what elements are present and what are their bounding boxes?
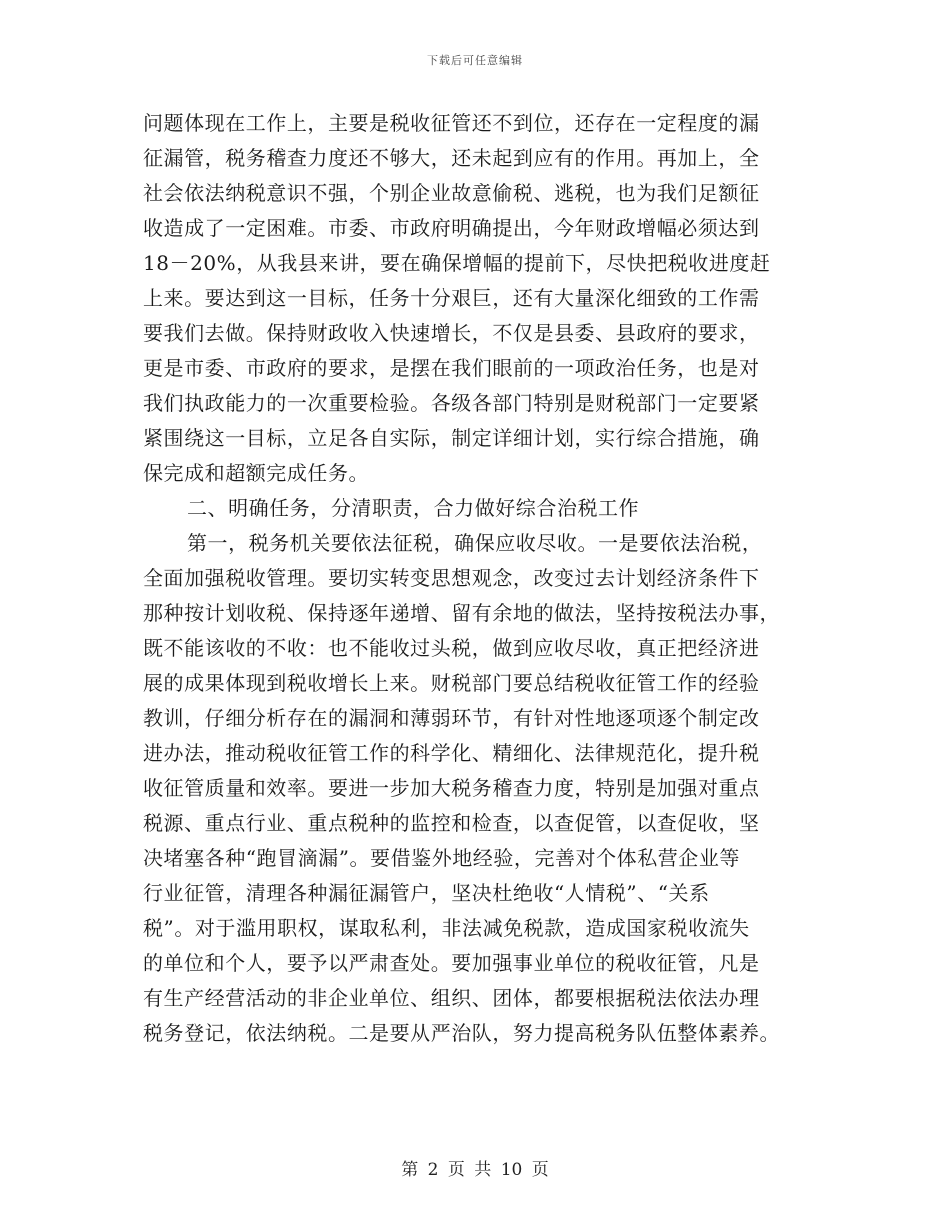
text-line: 问题体现在工作上，主要是税收征管还不到位，还存在一定程度的漏 <box>143 111 760 135</box>
text-line: 教训，仔细分析存在的漏洞和薄弱环节，有针对性地逐项逐个制定改 <box>143 706 760 730</box>
text-line: 税务登记，依法纳税。二是要从严治队，努力提高税务队伍整体素养。 <box>143 1021 781 1045</box>
text-line: 行业征管，清理各种漏征漏管户，坚决杜绝收“人情税”、“关系 <box>143 881 710 905</box>
text-line: 保完成和超额完成任务。 <box>143 461 370 485</box>
text-line: 上来。要达到这一目标，任务十分艰巨，还有大量深化细致的工作需 <box>143 286 760 310</box>
text-line: 税源、重点行业、重点税种的监控和检查，以查促管，以查促收，坚 <box>143 811 760 835</box>
text-line: 我们执政能力的一次重要检验。各级各部门特别是财税部门一定要紧 <box>143 391 760 415</box>
text-line: 第一，税务机关要依法征税，确保应收尽收。一是要依法治税， <box>187 531 763 555</box>
text-line: 既不能该收的不收：也不能收过头税，做到应收尽收，真正把经济进 <box>143 636 760 660</box>
text-line: 那种按计划收税、保持逐年递增、留有余地的做法，坚持按税法办事， <box>143 601 781 625</box>
text-line: 决堵塞各种“跑冒滴漏”。要借鉴外地经验，完善对个体私营企业等 <box>143 846 740 870</box>
text-line: 要我们去做。保持财政收入快速增长，不仅是县委、县政府的要求， <box>143 321 760 345</box>
text-line: 税”。对于滥用职权，谋取私利，非法减免税款，造成国家税收流失 <box>143 916 750 940</box>
text-line: 有生产经营活动的非企业单位、组织、团体，都要根据税法依法办理 <box>143 986 760 1010</box>
text-line: 社会依法纳税意识不强，个别企业故意偷税、逃税，也为我们足额征 <box>143 181 760 205</box>
page-header: 下载后可任意编辑 <box>427 54 523 67</box>
text-line: 紧围绕这一目标，立足各自实际，制定详细计划，实行综合措施，确 <box>143 426 760 450</box>
text-line: 18－20%，从我县来讲，要在确保增幅的提前下，尽快把税收进度赶 <box>143 251 771 275</box>
document-body <box>143 106 823 1051</box>
text-line: 展的成果体现到税收增长上来。财税部门要总结税收征管工作的经验 <box>143 671 760 695</box>
text-line: 征漏管，税务稽查力度还不够大，还未起到应有的作用。再加上，全 <box>143 146 760 170</box>
text-line: 进办法，推动税收征管工作的科学化、精细化、法律规范化，提升税 <box>143 741 760 765</box>
page-number: 第 2 页 共 10 页 <box>401 1160 549 1180</box>
text-line: 收造成了一定困难。市委、市政府明确提出，今年财政增幅必须达到 <box>143 216 760 240</box>
text-line: 的单位和个人，要予以严肃查处。要加强事业单位的税收征管，凡是 <box>143 951 760 975</box>
text-line: 全面加强税收管理。要切实转变思想观念，改变过去计划经济条件下 <box>143 566 760 590</box>
section-heading: 二、明确任务，分清职责，合力做好综合治税工作 <box>187 496 640 520</box>
text-line: 收征管质量和效率。要进一步加大税务稽查力度，特别是加强对重点 <box>143 776 760 800</box>
text-line: 更是市委、市政府的要求，是摆在我们眼前的一项政治任务，也是对 <box>143 356 760 380</box>
